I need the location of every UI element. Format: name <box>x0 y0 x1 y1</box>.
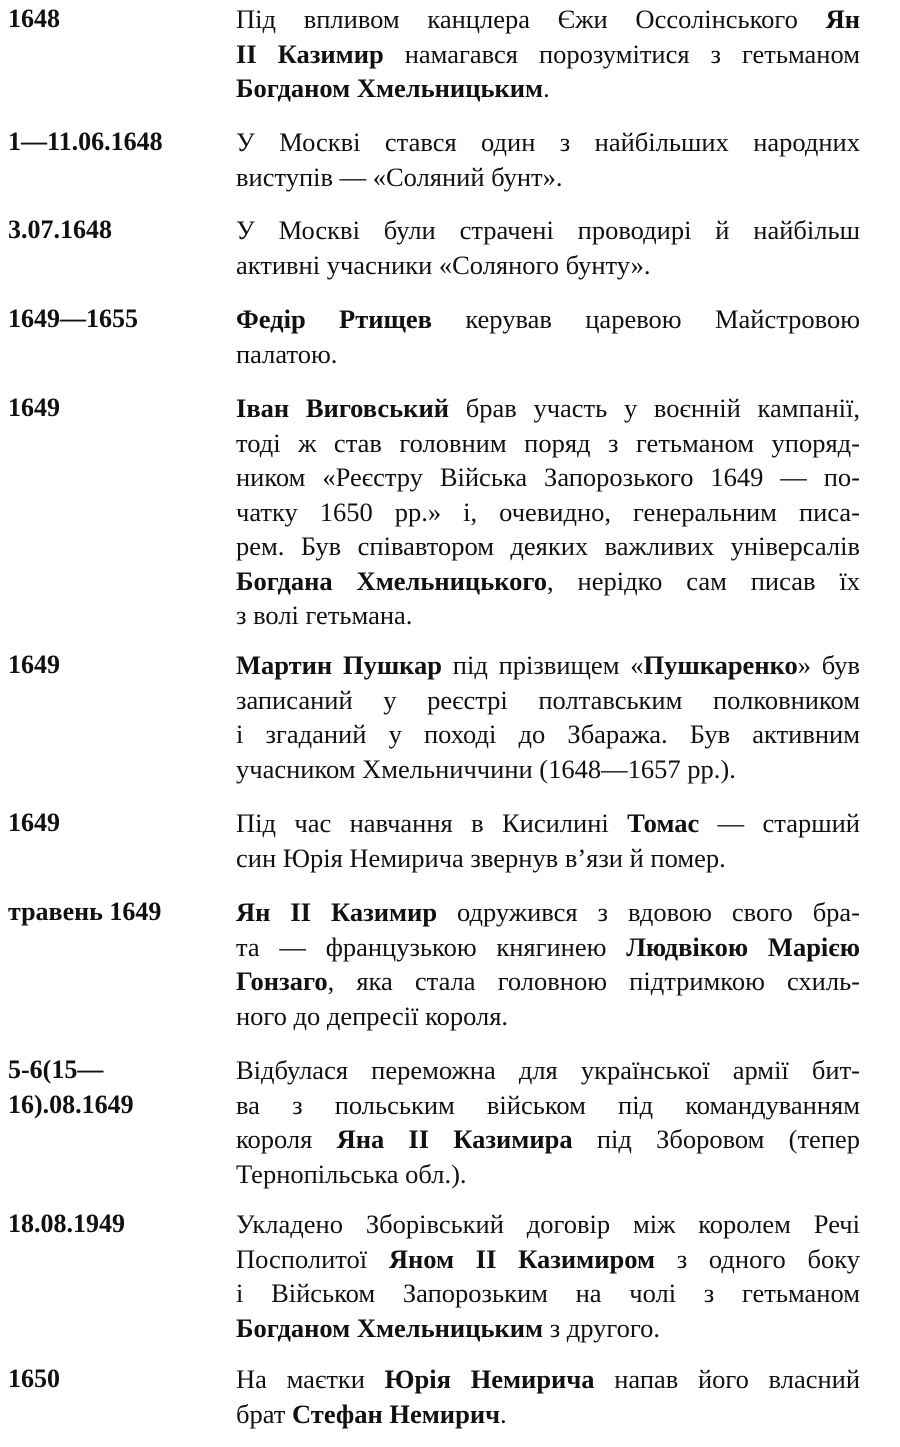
text-line <box>236 683 860 718</box>
bold-name: Мартин Пушкар <box>236 650 443 680</box>
text-line <box>236 930 860 965</box>
text-run: брат <box>236 1398 293 1429</box>
entry-date <box>8 895 223 930</box>
text-line <box>236 37 860 72</box>
entry-date <box>8 1207 223 1242</box>
text-line <box>236 1397 860 1432</box>
bold-name: Яна II Казимира <box>336 1124 573 1154</box>
text-line <box>236 1276 860 1311</box>
text-run: з волі гетьмана. <box>236 600 413 630</box>
date-line: 1—11.06.1648 <box>8 127 163 156</box>
entry-text <box>236 1207 860 1345</box>
bold-name: Яном II Казимиром <box>388 1243 656 1274</box>
text-run: На маєтки <box>236 1364 385 1394</box>
text-run: . <box>543 73 550 103</box>
text-line <box>236 1122 860 1157</box>
text-run: та — французькою княгинею <box>236 931 627 962</box>
date-line: 1649—1655 <box>8 304 138 333</box>
text-run: тоді ж став головним поряд з гетьманом упоряд- <box>236 427 860 458</box>
entry-date <box>8 648 223 683</box>
text-line <box>236 1157 860 1192</box>
entry-text <box>236 391 860 633</box>
text-run: палатою. <box>236 338 338 369</box>
entry-date <box>8 213 223 248</box>
entry-date <box>8 302 223 337</box>
text-run: Відбулася переможна для української армії бит- <box>236 1055 860 1085</box>
text-line <box>236 964 860 999</box>
text-line <box>236 717 860 752</box>
bold-name: Стефан Немирич <box>292 1398 501 1429</box>
bold-name: Томас <box>627 808 700 838</box>
date-line: 1649 <box>8 393 60 422</box>
date-line: 3.07.1648 <box>8 215 112 244</box>
entry-text <box>236 302 860 371</box>
text-line <box>236 1311 860 1346</box>
text-line <box>236 125 860 160</box>
text-run: ва з польським військом під командуванням <box>236 1089 860 1120</box>
text-line <box>236 302 860 337</box>
entry-text <box>236 2 860 106</box>
entry-date <box>8 391 223 426</box>
text-run: . <box>500 1398 507 1429</box>
text-run: ником «Реєстру Війська Запорозького 1649 — по- <box>236 462 860 492</box>
bold-name: Богданом Хмельницьким <box>236 73 544 103</box>
text-line <box>236 1362 860 1397</box>
date-line: 1648 <box>8 4 60 33</box>
bold-name: Богдана Хмельницького <box>236 565 547 596</box>
text-line <box>236 1242 860 1277</box>
text-run: активні учасники «Соляного бунту». <box>236 249 651 280</box>
entry-text <box>236 213 860 282</box>
text-line <box>236 999 860 1034</box>
text-run: одружився з вдовою свого бра- <box>437 897 861 927</box>
entry-date <box>8 1053 223 1122</box>
text-run: син Юрія Немирича звернув в’язи й помер. <box>236 842 726 873</box>
text-line <box>236 895 860 930</box>
bold-name: Людвікою Марією <box>626 931 860 962</box>
date-line: 5-6(15— <box>8 1055 104 1084</box>
text-run: записаний у реєстрі полтавським полковником <box>236 684 860 715</box>
text-line <box>236 752 860 787</box>
text-line <box>236 426 860 461</box>
date-line: 1650 <box>8 1364 60 1393</box>
text-run: Посполитої <box>236 1243 389 1274</box>
text-run: під Зборовом (тепер <box>572 1124 861 1154</box>
text-run: з одного боку <box>655 1243 860 1274</box>
text-run: » був <box>797 650 860 680</box>
text-run: Під час навчання в Кисилині <box>236 808 628 838</box>
entry-date <box>8 806 223 841</box>
text-line <box>236 598 860 633</box>
text-run: , яка стала головною підтримкою схиль- <box>327 966 860 996</box>
date-line: 18.08.1949 <box>8 1209 125 1238</box>
entry-text <box>236 806 860 875</box>
entry-text <box>236 895 860 1033</box>
text-line <box>236 841 860 876</box>
bold-name: Іван Виговський <box>236 393 449 423</box>
entry-text <box>236 125 860 194</box>
date-line: 1649 <box>8 808 60 837</box>
text-line <box>236 213 860 248</box>
entry-text <box>236 1362 860 1431</box>
text-run: керував царевою Майстровою <box>431 304 860 334</box>
text-run: — старший <box>699 808 860 838</box>
text-line <box>236 71 860 106</box>
bold-name: Юрія Немирича <box>384 1364 595 1394</box>
text-run: Тернопільська обл.). <box>236 1158 467 1189</box>
entry-date <box>8 1362 223 1397</box>
text-line <box>236 495 860 530</box>
text-run: з другого. <box>543 1312 660 1343</box>
text-line <box>236 2 860 37</box>
text-line <box>236 248 860 283</box>
entry-text <box>236 648 860 786</box>
text-line <box>236 1088 860 1123</box>
text-line <box>236 1053 860 1088</box>
text-line <box>236 391 860 426</box>
text-run: У Москві стався один з найбільших народних <box>236 127 860 157</box>
date-line: 1649 <box>8 650 60 679</box>
text-run: учасником Хмельниччини (1648—1657 рр.). <box>236 753 736 784</box>
text-run: рем. Був співавтором деяких важливих універсалів <box>236 531 860 561</box>
text-run: виступів — «Соляний бунт». <box>236 161 563 192</box>
text-run: намагався порозумітися з гетьманом <box>383 38 860 69</box>
entry-date <box>8 2 223 37</box>
text-run: чатку 1650 рр.» і, очевидно, генеральним писа- <box>236 496 860 527</box>
text-run: У Москві були страчені проводирі й найбільш <box>236 215 860 245</box>
bold-name: Пушкаренко <box>643 650 798 680</box>
text-run: напав його власний <box>594 1364 861 1394</box>
text-line <box>236 529 860 564</box>
text-run: , нерідко сам писав їх <box>547 565 860 596</box>
text-line <box>236 648 860 683</box>
text-run: брав участь у воєнній кампанії, <box>449 393 861 423</box>
date-line: 16).08.1649 <box>8 1089 134 1119</box>
text-line <box>236 460 860 495</box>
text-run: і згаданий у поході до Збаража. Був активним <box>236 719 860 749</box>
bold-name: Ян II Казимир <box>236 897 438 927</box>
text-line <box>236 337 860 372</box>
text-run: під прізвищем « <box>442 650 644 680</box>
bold-name: Ян <box>825 4 860 34</box>
text-line <box>236 160 860 195</box>
text-run: ного до депресії короля. <box>236 1000 509 1031</box>
text-run: Укладено Зборівський договір між королем Речі <box>236 1209 860 1239</box>
bold-name: Федір Ртищев <box>236 304 432 334</box>
text-run: Під впливом канцлера Єжи Оссолінського <box>236 4 826 34</box>
text-line <box>236 1207 860 1242</box>
date-line: травень 1649 <box>8 897 162 926</box>
entry-text <box>236 1053 860 1191</box>
entry-date <box>8 125 223 160</box>
text-line <box>236 564 860 599</box>
bold-name: Богданом Хмельницьким <box>236 1312 544 1343</box>
bold-name: II Казимир <box>236 38 384 69</box>
text-run: і Військом Запорозьким на чолі з гетьманом <box>236 1278 860 1308</box>
bold-name: Гонзаго <box>236 966 328 996</box>
text-run: короля <box>236 1124 337 1154</box>
text-line <box>236 806 860 841</box>
